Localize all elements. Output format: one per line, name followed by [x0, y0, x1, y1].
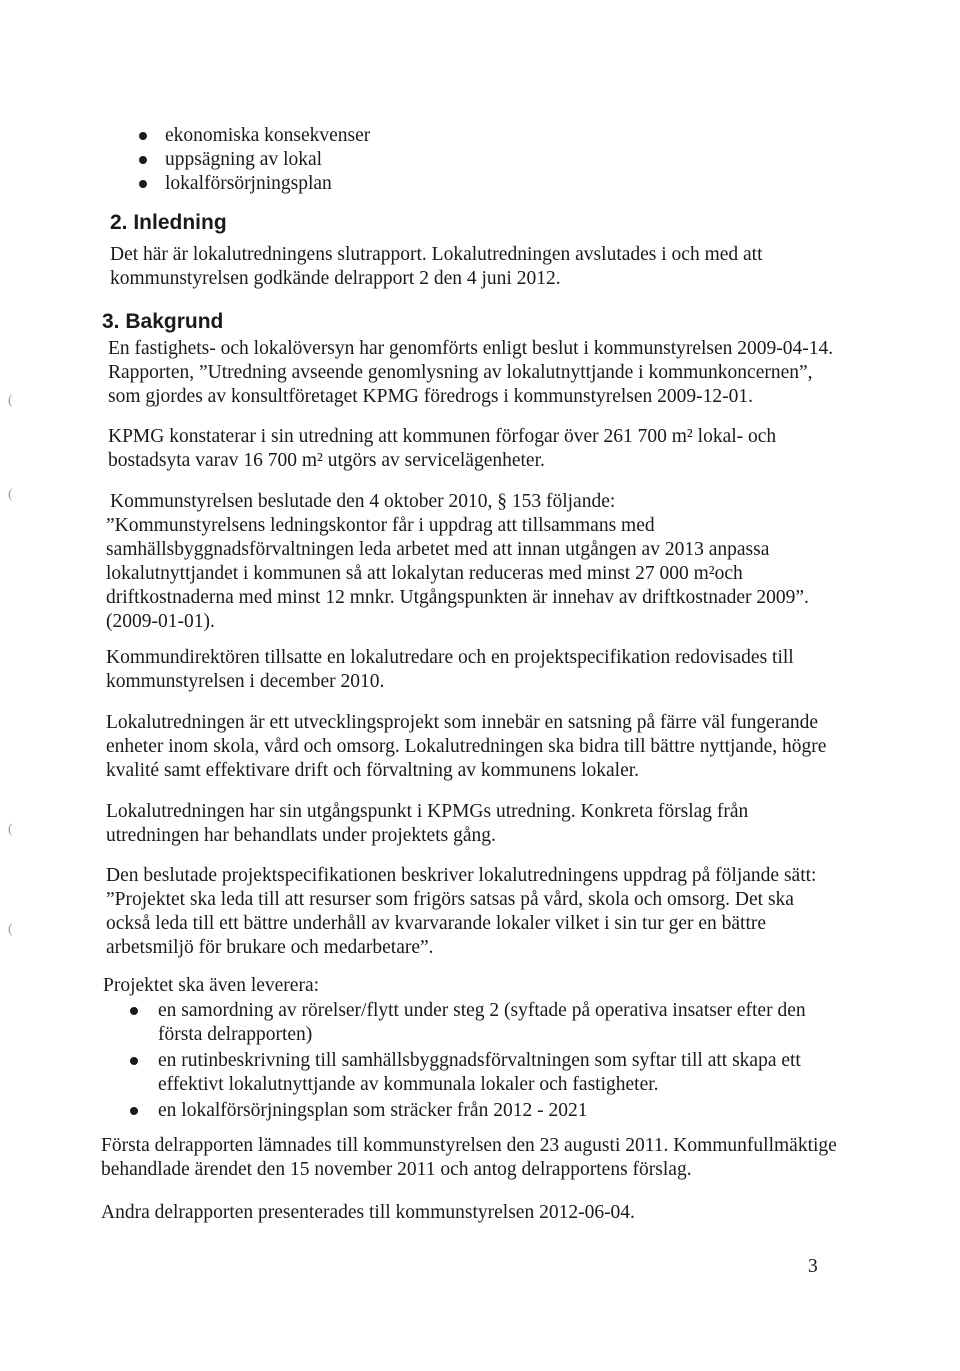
- paragraph-utvecklingsprojekt: Lokalutredningen är ett utvecklingsprojekt som innebär en satsning på färre väl fungerande enheter inom skola, vård och omsorg. Lokalutredningen ska bidra till bättre nyttjande, högre kvalité samt effektivare drift och förvaltning av kommunens lokaler.: [106, 712, 827, 781]
- bullet-icon: [130, 1007, 138, 1015]
- list-item: en samordning av rörelser/flytt under steg 2 (syftade på operativa insatser efter den första delrapporten): [110, 999, 806, 1047]
- list-item: en rutinbeskrivning till samhällsbyggnadsförvaltningen som syftar till att skapa ett effektivt lokalutnyttjande av kommunala lokaler och fastigheter.: [110, 1049, 806, 1097]
- bullet-icon: [139, 180, 147, 188]
- page-number: 3: [808, 1256, 818, 1277]
- list-item: uppsägning av lokal: [137, 148, 370, 172]
- list-item: en lokalförsörjningsplan som sträcker från 2012 - 2021: [110, 1099, 806, 1123]
- margin-mark: (: [8, 822, 13, 837]
- paragraph-inledning: Det här är lokalutredningens slutrapport. Lokalutredningen avslutades i och med att kommunstyrelsen godkände delrapport 2 den 4 juni 2012.: [110, 244, 763, 289]
- bullet-icon: [139, 132, 147, 140]
- paragraph-forsta-delrapporten: Första delrapporten lämnades till kommunstyrelsen den 23 augusti 2011. Kommunfullmäktige behandlade ärendet den 15 november 2011 och antog delrapportens förslag.: [101, 1135, 837, 1180]
- paragraph-kommundirektoren: Kommundirektören tillsatte en lokalutredare och en projektspecifikation redovisades till kommunstyrelsen i december 2010.: [106, 647, 794, 692]
- deliverables-list: [110, 999, 806, 1123]
- section-heading-inledning: 2. Inledning: [110, 211, 227, 234]
- bullet-icon: [130, 1057, 138, 1065]
- paragraph-andra-delrapporten: Andra delrapporten presenterades till kommunstyrelsen 2012-06-04.: [101, 1202, 635, 1223]
- section-heading-bakgrund: 3. Bakgrund: [102, 310, 224, 333]
- margin-mark: (: [8, 922, 13, 937]
- paragraph-leverera-intro: Projektet ska även leverera:: [103, 975, 320, 996]
- bullet-icon: [130, 1107, 138, 1115]
- paragraph-oversyn: En fastighets- och lokalöversyn har genomförts enligt beslut i kommunstyrelsen 2009-04-14. Rapporten, ”Utredning avseende genomlysning av lokalutnyttjande i kommunkoncernen”, som gjordes av konsultföretaget KPMG föredrogs i kommunstyrelsen 2009-12-01.: [108, 338, 834, 407]
- bullet-icon: [139, 156, 147, 164]
- paragraph-beslut: Kommunstyrelsen beslutade den 4 oktober 2010, § 153 följande: ”Kommunstyrelsens ledningskontor får i uppdrag att tillsammans med samhällsbyggnadsförvaltningen leda arbetet med att innan utgången av 2013 anpassa lokalutnyttjandet i kommunen så att lokalytan reduceras med minst 27 000 m²och driftkostnaderna med minst 12 mnkr. Utgångspunkten är innehav av driftkostnader 2009”. (2009-01-01).: [106, 491, 809, 632]
- list-item: ekonomiska konsekvenser: [137, 124, 370, 148]
- paragraph-utgangspunkt: Lokalutredningen har sin utgångspunkt i KPMGs utredning. Konkreta förslag från utredningen har behandlats under projektets gång.: [106, 801, 749, 846]
- margin-mark: (: [8, 393, 13, 408]
- paragraph-projektspecifikation: Den beslutade projektspecifikationen beskriver lokalutredningens uppdrag på följande sätt: ”Projektet ska leda till att resurser som frigörs satsas på vård, skola och omsorg. Det ska också leda till ett bättre underhåll av kvarvarande lokaler vilket i sin tur ger en bättre arbetsmiljö för brukare och medarbetare”.: [106, 865, 817, 958]
- margin-mark: (: [8, 487, 13, 502]
- top-bullet-list: [137, 124, 370, 196]
- list-item: lokalförsörjningsplan: [137, 172, 370, 196]
- paragraph-kpmg: KPMG konstaterar i sin utredning att kommunen förfogar över 261 700 m² lokal- och bostadsyta varav 16 700 m² utgörs av servicelägenheter.: [108, 426, 777, 471]
